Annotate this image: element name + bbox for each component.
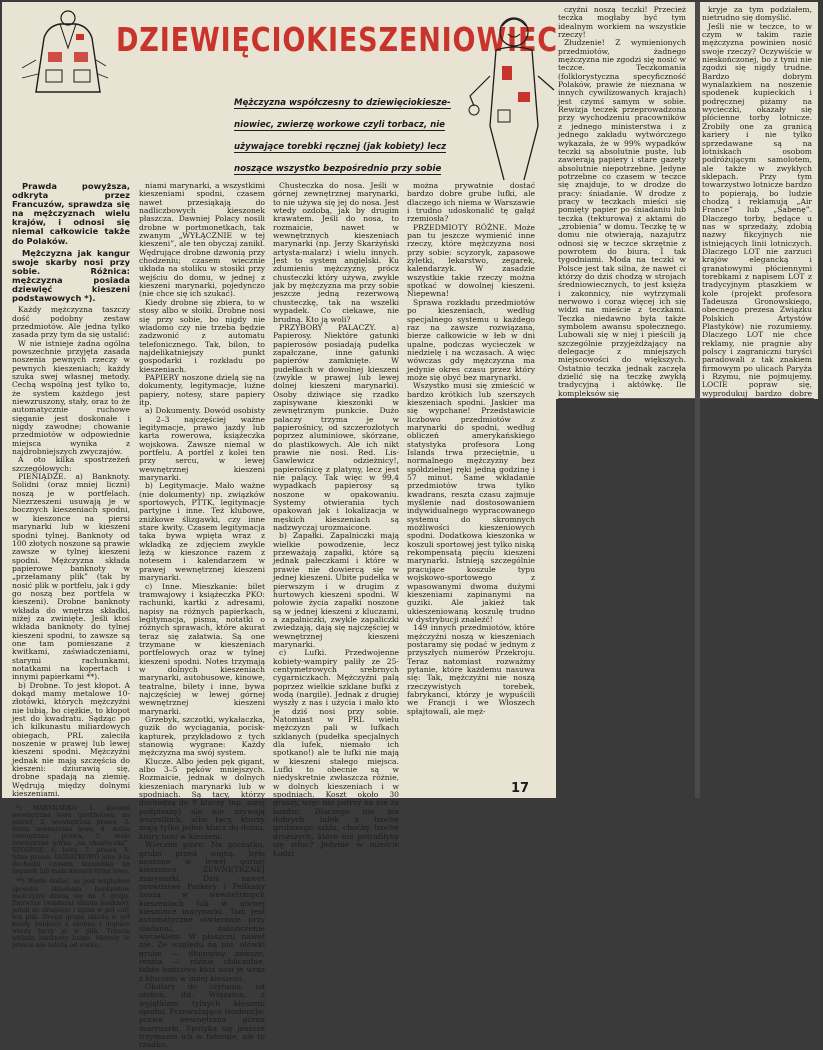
column-3 — [273, 181, 399, 858]
paragraph: b) Zapałki. Zapalniczki mają wielkie powodzenie, lecz przeważają zapałki, które są jednak pałeczkami i które w prawie nie dowiercą się w jednej kieszeni. Ubite pudełka w pierwszym i w drugim z hurtowych kieszeni spodni. W połowie życia zapałki noszone są w jednej kieszeni z kluczami, a zapalniczki, zwykle zapaliczki zwiedzają, dają się najczęściej w wewnętrznej kieszeni marynarki. — [273, 531, 399, 649]
paragraph: PIENIĄDZE. a) Banknoty. Solidni (oraz mniej liczni) noszą je w portfelach. Niezrzeszeni usuwają je w bocznych kieszeniach spodni, w kieszonce na piersi marynarki lub w kieszeni spodni tylnej. Banknoty od 100 złotych noszone są prawie zawsze w tylnej kieszeni spodni. Mężczyzna składa papierowe banknoty w „przełamany plik” (tak by nosić plik w portfelu, jak i gdy go noszą bez portfela w kieszeni). Drobne banknoty wkłada do wnętrza składki, niżej za zwinięte. Jeśli ktoś wkłada banknoty do tylnej kieszeni spodni, to zawsze są one tam pomieszane z kwitkami, zaświadczeniami, starymi rachunkami, notatkami na kopertach i innymi papierkami **). — [12, 472, 130, 682]
column-4 — [407, 182, 535, 778]
paragraph: Chusteczka do nosa. Jeśli w górnej zewnętrznej marynarki, to nie używa się jej do nosa. Jest wtedy ozdobą, jak by drugim krawatem. Jeśli do nosa, to rozmaicie, nawet w wewnętrznych kieszeniach marynarki (np. Jerzy Skarżyński artysta-malarz) i wielu innych. Jest to system angielski. Ku zdumieniu mężczyzny, prócz chusteczki który używa, zwykle jak by mężczyzna ma przy sobie jeszcze jedną rezerwową chusteczkę, tak na wszelki wypadek. Co ciekawe, nie brudną. Kto ją woli? — [273, 181, 399, 324]
paragraph: Okulary do czytania, od słońca, itd. Wiązania, z wyjątkiem tylnych kieszeni spodni. Przeważająca tendencja: prawa wewnętrzna górna marynarki. Spotyka się jeszcze trzymanie ich w futerale, ale to rzadko. — [139, 982, 265, 1050]
paragraph: c) Lufki. Przedwojenne kobiety-wampiry paliły ze 25-centymetrowych srebrnych cygarniczkach. Mężczyźni palą poprzez wielkie szklane bufki z wodą (nargile). Jednak z drugiej wyszły z nas i użycia i mało kto je dziś nosi przy sobie. Natomiast w PRL wielu mężczyzn pali w lufkach szklanych (pudełka specjalnych dla lufek, niemało ich spotkano!) ale te lufki nie mają w kieszeni stałego miejsca. Lufki to obecnie są w niedyskretnie zwłaszcza różnie, w dolnych kieszeniach i w spodniach. Koszt około 30 groszy, więc nie patrzy na nie za bardzo. Dlaczego nie ma dobrych lufek z trochę grubszego szkła, choćby trochę droższych, które nie potrafiłyby się stłuc? Jedynie w mieście Łodzi — [273, 648, 399, 858]
paragraph: b) Drobne. To jest kłopot. A dokąd mamy metalowe 10-złotówki, których mężczyźni nie lubią, bo ciężkie, to kłopot jest do kwadratu. Sądząc po ich kilkunastu miliardowych obiegach, PRL zaleciła noszenie w prawej lub lewej kieszeni spodni. Mężczyźni jednak nie mają szczęścia do kieszeni: dziurawią się, drobne spadają na ziemię. Wędrują między dolnymi kieszeniami. — [12, 680, 130, 799]
subtitle-line: używające torebki ręcznej (jak kobiety) lecz — [234, 142, 447, 152]
column-2 — [139, 181, 265, 1050]
paragraph: niami marynarki, a wszystkimi kieszeniami spodni, czasem nawet przesiąkają do nadliczbowych kieszonek płaszcza. Dawniej Polacy nosili drobne w portmonetkach, tak zwanym „WYŁĄCZNIE w tej kieszeni”, ale ten obyczaj zanikł. Wędrujące drobne dzwonią przy chodzeniu; czasem wiecznie układa na stoliku w stosiki przy wejściu do domu, w jednej z kieszeni marynarki, pojedynczo (nie chce się ich szukać). — [139, 181, 265, 299]
footnotes — [12, 805, 130, 950]
paragraph: Każdy mężczyzna taszczy dość podobny zestaw przedmiotów. Ale jedna tylko zasada przy tym da się ustalić: — [12, 305, 130, 340]
paragraph: Jeśli nie w teczce, to w czym w takim razie mężczyzna powinien nosić swoje rzeczy? Oczywiście w nieskończonej, bo z tymi nie zgodzi się nigdy trudne. Bardzo dobrym wynalazkiem na noszenie spodenek kupieckich i podręcznej piżamy na wycieczki, okazały się płócienne torby lotnicze. Zrobiły one za granicą kariery i nie tylko sprzedawane są na lotniskach osobom podróżującym samolotem, ale także w zwykłych sklepach. Przy tym towarzystwo lotnicze bardzo to popierają, bo ludzie chodzą i reklamują „Air France” lub „Sabenę”. Dlaczego torby, będące u nas w sprzedaży, zdobią nazwy fikcyjnych nie istniejących linii lotniczych. Dlaczego LOT nie zarzuci krajów elegancką i granatowymi płóciennymi torebkami z napisem LOT z tradycyjnym ptaszkiem w kole (projekt profesora Tadeusza Gronowskiego, obecnego prezesa Związku Polskich Artystów Plastyków) nie rozumiemy. Dlaczego LOT nie chce reklamy, nie pragnie aby polscy i zagraniczni turyści paradowali z tak znakiem firmowym po ulicach Paryża i Rzymu, nie pojmujemy. LOCIE popraw się, wyprodukuj bardzo dobre — [702, 21, 812, 398]
paragraph: 149 innych przedmiotów, które mężczyźni noszą w kieszeniach postaramy się podać w jednym z przyszłych numerów Przekroju. Teraz natomiast rozważmy pytanie, które każdemu nasuwa się: Tak, mężczyźni nie noszą rzeczywistych torebek, fabrykanci, którzy je wypuścili we Francji i we Włoszech spłajtowali, ale męż- — [407, 623, 535, 716]
footnote: *) MARYNARKA: 1. kieszeń wewnętrzna lewa (portfelowa, na piersi), 2. wewnętrzna prawa, 3. dolna zewnętrzna lewa, 4. dolna zewnętrzna prawa, 5. mała zewnętrzna górna „na chusteczkę”. SPODNIE: 6. lewa, 7. prawa, 8. tylna prawa. DODATKOWO jako 9-ta dochodzi czasem kieszonka na zegarek lub mała kieszeń tylna lewa. — [12, 804, 130, 876]
paragraph: A oto kilka spostrzeżeń szczegółowych: — [12, 455, 130, 473]
magazine-page — [2, 2, 818, 1050]
footnote: **) Warto dodać, że pod względem sposobu składania banknotów mężczyźni dzielą się na 3 grupy. Pierwsze (większa) składa banknoty jeden do drugiego i zgina w pół cały ten plik. Druga grupa składa w pół każdy banknot z osobna i dopiero wtedy łączy je w plik. Trzecia wkłada banknoty luźno. Metody te prawie nie zależą od wieku. — [12, 878, 130, 950]
paragraph: Sprawa rozkładu przedmiotów po kieszeniach, według specjalnego systemu u każdego raz na zawsze rozwiązana, bierze całkowicie w łeb w dni upalne, podczas wycieczek w niedzielę i na wczasach. A więc wówczas gdy mężczyzna ma jedynie okres czasu przez który może się obyć bez marynarki. — [407, 297, 535, 382]
lead-paragraph: Mężczyzna jak kangur swoje skarby nosi przy sobie. Różnica: mężczyzna posiada dziewięć kieszeni podstawowych *). — [12, 247, 130, 304]
paragraph: Grzebyk, szczotki, wykałaczka, guzik do wyciągania, pocisk-kapturek, przykładowo z tych stanowią wygrane: Każdy mężczyzna ma swój system. — [139, 715, 265, 758]
paragraph: c) Inne. Mieszkanie: bilet tramwajowy i książeczka PKO: rachunki, kartki z adresami, napisy na różnych papierkach, legitymacja, pisma, notatki o różnych sprawach, które akurat teraz się załatwia. Są one trzymane w kieszeniach portfelowych oraz w tylnej kieszeni spodni. Notes trzymają w dolnych kieszeniach marynarki, autobusowe, kinowe, teatralne, bilety i inne, bywa najczęściej w lewej górnej wewnętrznej kieszeni marynarki. — [139, 581, 265, 716]
column-5 — [558, 5, 686, 398]
paragraph: Klucze. Albo jeden pęk gigant, albo 3–5 pęków mniejszych. Rozmaicie, jednak w dolnych kieszeniach marynarki lub w spodniach. Są tacy, którzy dochodzą do 9 kluczy (np. niżej podpisany) ale nie używają wszystkich, albo tacy, którzy mają tylko jeden klucz do domu, który nosi w kieszeni. — [139, 756, 265, 841]
right-page-blank-area — [556, 399, 695, 798]
article-subtitle — [234, 92, 606, 180]
subtitle-line: niowiec, zwierzę workowe czyli torbacz, nie — [234, 120, 445, 130]
paragraph: czyźni noszą teczki! Przecież teczka mogłaby być tym idealnym workiem na wszystkie rzeczy! — [558, 5, 686, 40]
paragraph: b) Legitymacje. Mało ważne (nie dokumenty) np. związków sportowych, PTTK, legitymacje partyjne i inne. Też klubowe, zniżkowe ślizgawki, czy inne stare kwity. Czasem legitymacja taka bywa wpięta wraz z wkładką ze zdjęciem zwykle leżą w kieszonce razem z notesem i kalendarzem w prawej wewnętrznej kieszeni marynarki. — [139, 481, 265, 583]
paragraph: Wieczne pióro. Na początku, grubo przed wojną, było noszone w lewej górnej kieszonce ZEWNĘTRZNEJ marynarki. Dziś nawet prawdziwe Parkery i Pelikany noszą w wewnętrznych kieszeniach lub w górnej kieszonce marynarki. Tam jest automatyczne otwieranie przy siadaniu, zakończenie wyciekiem. W płaszczu nawet nie. Ze względu na nie, ołówki grube — długopisy zawsze; reszta — różnie obliczalne, także końcowo ktoś nosi je wraz z kluczem w innej kieszeni. — [139, 840, 265, 983]
paragraph: a) Dokumenty. Dowód osobisty i 2–3 najczęściej ważne legitymacje, prawo jazdy lub karta rowerowa, książeczka wojskowa. Zawsze niemal w portfelu. A portfel z kolei ten przy sercu, w lewej wewnętrznej kieszeni marynarki. — [139, 406, 265, 483]
paragraph: PRZEDMIOTY RÓŻNE. Może pan tu jeszcze wymienić inne rzeczy, które mężczyzna nosi przy sobie: scyzoryk, zapasowe żyletki, lekarstwo, zegarek, kalendarzyk. W zasadzie wszystkie takie rzeczy można spotkać w dowolnej kieszeni. Niepewna! — [407, 222, 535, 299]
paragraph: kryje za tym podziałem, nietrudno się domyślić. — [702, 5, 812, 23]
article-title: DZIEWIĘCIOKIESZENIOWIEC — [116, 20, 558, 59]
page-number: 17 — [511, 781, 530, 796]
lead-paragraphs — [12, 182, 130, 303]
paragraph: Wszystko musi się zmieścić w bardzo krótkich lub szerszych kieszeniach spodni. Jaskier ma się wypchane! Przedstawicie liczbowo przedmiotów z marynarki do spodni, według obliczeń amerykańskiego statystyka profesora Long Islands trwa przeciętnie, u normalnego mężczyzny bez spółdzielnej ręki jedną godzinę i 57 minut. Same wkładanie przedmiotów trwa tylko kwadrans, reszta czasu zajmuje myślenie nad dostosowaniem indywidualnego wypracowanego systemu do skromnych możliwości kieszeniowych spodni. Dodatkowa kieszonka w koszuli sportowej jest tylko niską rekompensatą pięciu kieszeni marynarki. Istnieją szczególnie pracujące koszule typu wojskowo-sportowego z wpasowanymi dwoma dużymi kieszeniami zapinanymi na guziki. Ale jakież tak ukieszeniowaną koszulę trudno w dystrybucji znaleźć! — [407, 381, 535, 624]
paragraph: PAPIERY noszone dzielą się na dokumenty, legitymacje, luźne papiery, notesy, stare papiery itp. — [139, 372, 265, 407]
subtitle-line: Mężczyzna współczesny to dziewięciokiesze- — [234, 98, 451, 108]
paragraph: można prywatnie dostać bardzo dobre grube lufki, ale dlaczego ich niema w Warszawie i trudno udoskonalić tę gałąź rzemiosła? — [407, 181, 535, 224]
subtitle-line: noszące wszystko bezpośrednio przy sobie — [234, 164, 442, 174]
pocket-man-illustration — [16, 8, 118, 96]
column-6 — [702, 5, 812, 398]
column-1 — [12, 181, 130, 950]
lead-paragraph: Prawda powyższa, odkryta przez Francuzów, sprawdza się na mężczyznach wielu krajów, i odnosi się niemal całkowicie także do Polaków. — [12, 181, 130, 246]
paragraph: W nie istnieje żadna ogólna powszechnie przyjęta zasada noszenia pewnych rzeczy w pewnych kieszeniach; każdy szuka swej własnej metody. Cechą wspólną jest tylko to, że system każdego jest niewzruszony, stały, oraz to że automatycznie ruchowe sięganie jest doskonałe i nigdy zawodne; chowanie przedmiotów w odpowiednie miejsca wynika z najdrobniejszych zwyczajów. — [12, 338, 130, 457]
paragraph: PRZYBORY PALACZY. a) Papierosy. Niektóre gatunki papierosów posiadają pudełka zapałczane, inne gatunki papierów zamknięte. W pudełkach w dowolnej kieszeni (zwykle w prawej lub lewej dolnej kieszeni marynarki). Osoby dziwiące się rzadko zapisywane kieszonki w zewnętrznym punkcie. Dużo palaczy trzyma je w papierośnicy, od szczerozłotych poprzez aluminiowe, skórzane, do plastikowych. Ale ich nikt prawie nie nosi. Red. Lis-Gawlewicz odzieżnicy!, papierośnicę z platyny, lecz jest nie palący. Tak więc w 99,4 wypadkach papierosy są noszone w opakowaniu. Systemy otwierania tych opakowań jak i lokalizacja w męskich kieszeniach są nadzwyczaj urozmaicone. — [273, 322, 399, 533]
paragraph: Złudzenie! Z wymienionych przedmiotów, żadnego mężczyzna nie zgodzi się nosić w teczce. Teczkomania (folklorystyczna specyficzność Polaków, prawie że nieznana w innych cywilizowanych krajach) jest czymś samym w sobie. Rewizja teczek przeprowadzona przy wychodzeniu pracowników z jednego ministerstwa i z jednego zakładu wytwórczego wykazała, że w 99% wypadków teczki są absolutnie puste, lub zawierają papiery i stare gazety absolutnie niepotrzebne. Jedyne potrzebne co czasem w teczce się znajduje, to w drodze do pracy: śniadanie. W drodze z pracy w teczkach mieści się pomięty papier po śniadaniu lub teczka (tekturowa) z aktami do „zrobienia” w domu. Teczkę tę w domu nie otwierają, nazajutrz odnosi się w teczce skrzętnie z powrotem do biura. I tak tygodniami. Moda na teczki w Polsce jest tak silna, że nawet ci którzy do dziś chodzą w strojach średniowiecznych, to jest księża i zakonnicy, nie wytrzymali nerwowo i coraz więcej ich się widzi na mieście z teczkami. Teczka niedawno była także symbolem awansu społecznego. Lubowali się w niej i pieścili ją szczególnie przyjeżdżający na delegacje z mniejszych miejscowości do większych. Ostatnio teczka jednak zaczęła dzielić się na teczkę zwykłą tradycyjną i aktówkę. Ile kompleksów się — [558, 38, 686, 398]
right-page-blank-area — [700, 399, 818, 798]
paragraph: Kiedy drobne się zbiera, to w stosy albo w słoiki. Drobne nosi się przy sobie, bo nigdy nie wiadomo czy nie trzeba będzie zadzwonić z automatu telefonicznego. Tak, bilon, to najdelikatniejszy punkt gospodarki i rozkładu po kieszeniach. — [139, 297, 265, 374]
